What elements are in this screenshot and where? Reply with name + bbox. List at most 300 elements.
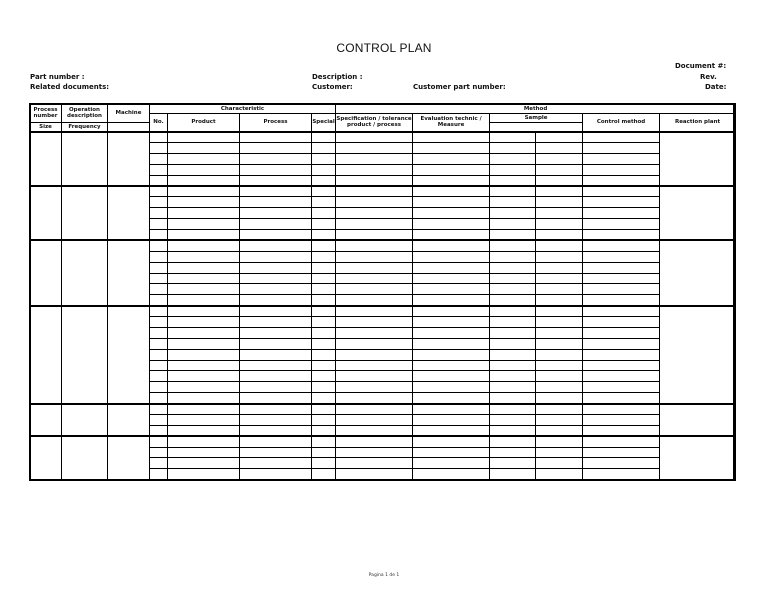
specification-cell[interactable] <box>336 262 413 273</box>
special-cell[interactable] <box>312 143 336 154</box>
reaction-plan-cell[interactable] <box>660 436 736 480</box>
frequency-cell[interactable] <box>536 164 583 175</box>
process-cell[interactable] <box>240 425 312 436</box>
process-cell[interactable] <box>240 143 312 154</box>
size-cell[interactable] <box>490 208 536 219</box>
special-cell[interactable] <box>312 273 336 284</box>
evaluation-cell[interactable] <box>413 458 490 469</box>
size-cell[interactable] <box>490 317 536 328</box>
frequency-cell[interactable] <box>536 360 583 371</box>
process-cell[interactable] <box>240 306 312 317</box>
process-cell[interactable] <box>240 436 312 447</box>
frequency-cell[interactable] <box>536 458 583 469</box>
no-cell[interactable] <box>150 262 168 273</box>
evaluation-cell[interactable] <box>413 175 490 186</box>
specification-cell[interactable] <box>336 469 413 480</box>
control-method-cell[interactable] <box>583 404 660 415</box>
product-cell[interactable] <box>168 317 240 328</box>
size-cell[interactable] <box>490 382 536 393</box>
special-cell[interactable] <box>312 306 336 317</box>
evaluation-cell[interactable] <box>413 153 490 164</box>
product-cell[interactable] <box>168 404 240 415</box>
product-cell[interactable] <box>168 458 240 469</box>
product-cell[interactable] <box>168 371 240 382</box>
product-cell[interactable] <box>168 338 240 349</box>
size-cell[interactable] <box>490 458 536 469</box>
specification-cell[interactable] <box>336 393 413 404</box>
specification-cell[interactable] <box>336 414 413 425</box>
evaluation-cell[interactable] <box>413 219 490 230</box>
machine-cell[interactable] <box>108 404 150 437</box>
specification-cell[interactable] <box>336 197 413 208</box>
special-cell[interactable] <box>312 458 336 469</box>
special-cell[interactable] <box>312 469 336 480</box>
special-cell[interactable] <box>312 153 336 164</box>
process-cell[interactable] <box>240 360 312 371</box>
specification-cell[interactable] <box>336 284 413 295</box>
specification-cell[interactable] <box>336 219 413 230</box>
operation-description-cell[interactable] <box>62 240 108 305</box>
no-cell[interactable] <box>150 469 168 480</box>
special-cell[interactable] <box>312 219 336 230</box>
special-cell[interactable] <box>312 447 336 458</box>
size-cell[interactable] <box>490 230 536 241</box>
product-cell[interactable] <box>168 262 240 273</box>
special-cell[interactable] <box>312 371 336 382</box>
frequency-cell[interactable] <box>536 338 583 349</box>
control-method-cell[interactable] <box>583 414 660 425</box>
special-cell[interactable] <box>312 230 336 241</box>
special-cell[interactable] <box>312 425 336 436</box>
evaluation-cell[interactable] <box>413 273 490 284</box>
process-cell[interactable] <box>240 469 312 480</box>
reaction-plan-cell[interactable] <box>660 404 736 437</box>
reaction-plan-cell[interactable] <box>660 132 736 186</box>
special-cell[interactable] <box>312 414 336 425</box>
no-cell[interactable] <box>150 317 168 328</box>
operation-description-cell[interactable] <box>62 404 108 437</box>
special-cell[interactable] <box>312 262 336 273</box>
special-cell[interactable] <box>312 295 336 306</box>
frequency-cell[interactable] <box>536 219 583 230</box>
no-cell[interactable] <box>150 404 168 415</box>
frequency-cell[interactable] <box>536 132 583 143</box>
size-cell[interactable] <box>490 338 536 349</box>
evaluation-cell[interactable] <box>413 393 490 404</box>
process-cell[interactable] <box>240 219 312 230</box>
special-cell[interactable] <box>312 175 336 186</box>
special-cell[interactable] <box>312 317 336 328</box>
evaluation-cell[interactable] <box>413 317 490 328</box>
control-method-cell[interactable] <box>583 273 660 284</box>
process-cell[interactable] <box>240 164 312 175</box>
evaluation-cell[interactable] <box>413 327 490 338</box>
frequency-cell[interactable] <box>536 197 583 208</box>
machine-cell[interactable] <box>108 132 150 186</box>
product-cell[interactable] <box>168 469 240 480</box>
frequency-cell[interactable] <box>536 175 583 186</box>
product-cell[interactable] <box>168 436 240 447</box>
no-cell[interactable] <box>150 338 168 349</box>
size-cell[interactable] <box>490 414 536 425</box>
size-cell[interactable] <box>490 404 536 415</box>
process-cell[interactable] <box>240 240 312 251</box>
process-cell[interactable] <box>240 447 312 458</box>
process-cell[interactable] <box>240 458 312 469</box>
size-cell[interactable] <box>490 143 536 154</box>
specification-cell[interactable] <box>336 447 413 458</box>
specification-cell[interactable] <box>336 295 413 306</box>
size-cell[interactable] <box>490 240 536 251</box>
special-cell[interactable] <box>312 360 336 371</box>
control-method-cell[interactable] <box>583 306 660 317</box>
size-cell[interactable] <box>490 349 536 360</box>
specification-cell[interactable] <box>336 143 413 154</box>
product-cell[interactable] <box>168 132 240 143</box>
no-cell[interactable] <box>150 371 168 382</box>
product-cell[interactable] <box>168 273 240 284</box>
special-cell[interactable] <box>312 164 336 175</box>
specification-cell[interactable] <box>336 164 413 175</box>
frequency-cell[interactable] <box>536 414 583 425</box>
product-cell[interactable] <box>168 219 240 230</box>
specification-cell[interactable] <box>336 186 413 197</box>
process-cell[interactable] <box>240 295 312 306</box>
evaluation-cell[interactable] <box>413 230 490 241</box>
size-cell[interactable] <box>490 175 536 186</box>
evaluation-cell[interactable] <box>413 240 490 251</box>
frequency-cell[interactable] <box>536 306 583 317</box>
no-cell[interactable] <box>150 208 168 219</box>
frequency-cell[interactable] <box>536 208 583 219</box>
no-cell[interactable] <box>150 327 168 338</box>
specification-cell[interactable] <box>336 230 413 241</box>
evaluation-cell[interactable] <box>413 436 490 447</box>
frequency-cell[interactable] <box>536 436 583 447</box>
control-method-cell[interactable] <box>583 327 660 338</box>
product-cell[interactable] <box>168 360 240 371</box>
size-cell[interactable] <box>490 306 536 317</box>
evaluation-cell[interactable] <box>413 414 490 425</box>
frequency-cell[interactable] <box>536 469 583 480</box>
size-cell[interactable] <box>490 393 536 404</box>
size-cell[interactable] <box>490 371 536 382</box>
process-cell[interactable] <box>240 317 312 328</box>
product-cell[interactable] <box>168 208 240 219</box>
specification-cell[interactable] <box>336 360 413 371</box>
control-method-cell[interactable] <box>583 469 660 480</box>
no-cell[interactable] <box>150 186 168 197</box>
frequency-cell[interactable] <box>536 425 583 436</box>
evaluation-cell[interactable] <box>413 425 490 436</box>
process-cell[interactable] <box>240 327 312 338</box>
no-cell[interactable] <box>150 251 168 262</box>
product-cell[interactable] <box>168 175 240 186</box>
no-cell[interactable] <box>150 436 168 447</box>
specification-cell[interactable] <box>336 425 413 436</box>
no-cell[interactable] <box>150 132 168 143</box>
size-cell[interactable] <box>490 436 536 447</box>
control-method-cell[interactable] <box>583 425 660 436</box>
product-cell[interactable] <box>168 251 240 262</box>
specification-cell[interactable] <box>336 273 413 284</box>
evaluation-cell[interactable] <box>413 251 490 262</box>
product-cell[interactable] <box>168 240 240 251</box>
no-cell[interactable] <box>150 425 168 436</box>
control-method-cell[interactable] <box>583 284 660 295</box>
frequency-cell[interactable] <box>536 273 583 284</box>
process-number-cell[interactable] <box>30 240 62 305</box>
control-method-cell[interactable] <box>583 219 660 230</box>
process-number-cell[interactable] <box>30 436 62 480</box>
evaluation-cell[interactable] <box>413 197 490 208</box>
frequency-cell[interactable] <box>536 143 583 154</box>
special-cell[interactable] <box>312 240 336 251</box>
process-cell[interactable] <box>240 186 312 197</box>
frequency-cell[interactable] <box>536 393 583 404</box>
product-cell[interactable] <box>168 349 240 360</box>
size-cell[interactable] <box>490 469 536 480</box>
size-cell[interactable] <box>490 327 536 338</box>
evaluation-cell[interactable] <box>413 143 490 154</box>
size-cell[interactable] <box>490 360 536 371</box>
size-cell[interactable] <box>490 219 536 230</box>
reaction-plan-cell[interactable] <box>660 240 736 305</box>
special-cell[interactable] <box>312 327 336 338</box>
special-cell[interactable] <box>312 208 336 219</box>
process-cell[interactable] <box>240 382 312 393</box>
special-cell[interactable] <box>312 338 336 349</box>
control-method-cell[interactable] <box>583 295 660 306</box>
size-cell[interactable] <box>490 186 536 197</box>
control-method-cell[interactable] <box>583 240 660 251</box>
special-cell[interactable] <box>312 197 336 208</box>
no-cell[interactable] <box>150 197 168 208</box>
frequency-cell[interactable] <box>536 284 583 295</box>
process-cell[interactable] <box>240 208 312 219</box>
specification-cell[interactable] <box>336 327 413 338</box>
process-cell[interactable] <box>240 273 312 284</box>
evaluation-cell[interactable] <box>413 360 490 371</box>
special-cell[interactable] <box>312 404 336 415</box>
product-cell[interactable] <box>168 306 240 317</box>
machine-cell[interactable] <box>108 240 150 305</box>
product-cell[interactable] <box>168 186 240 197</box>
control-method-cell[interactable] <box>583 338 660 349</box>
process-cell[interactable] <box>240 230 312 241</box>
evaluation-cell[interactable] <box>413 371 490 382</box>
process-number-cell[interactable] <box>30 132 62 186</box>
reaction-plan-cell[interactable] <box>660 186 736 240</box>
size-cell[interactable] <box>490 425 536 436</box>
control-method-cell[interactable] <box>583 175 660 186</box>
process-cell[interactable] <box>240 371 312 382</box>
size-cell[interactable] <box>490 153 536 164</box>
frequency-cell[interactable] <box>536 327 583 338</box>
frequency-cell[interactable] <box>536 230 583 241</box>
process-cell[interactable] <box>240 284 312 295</box>
no-cell[interactable] <box>150 458 168 469</box>
no-cell[interactable] <box>150 447 168 458</box>
no-cell[interactable] <box>150 349 168 360</box>
process-cell[interactable] <box>240 251 312 262</box>
special-cell[interactable] <box>312 349 336 360</box>
frequency-cell[interactable] <box>536 295 583 306</box>
size-cell[interactable] <box>490 262 536 273</box>
special-cell[interactable] <box>312 132 336 143</box>
process-cell[interactable] <box>240 349 312 360</box>
specification-cell[interactable] <box>336 132 413 143</box>
frequency-cell[interactable] <box>536 262 583 273</box>
product-cell[interactable] <box>168 230 240 241</box>
special-cell[interactable] <box>312 251 336 262</box>
product-cell[interactable] <box>168 197 240 208</box>
size-cell[interactable] <box>490 295 536 306</box>
operation-description-cell[interactable] <box>62 186 108 240</box>
process-cell[interactable] <box>240 393 312 404</box>
evaluation-cell[interactable] <box>413 132 490 143</box>
frequency-cell[interactable] <box>536 371 583 382</box>
product-cell[interactable] <box>168 382 240 393</box>
special-cell[interactable] <box>312 393 336 404</box>
no-cell[interactable] <box>150 230 168 241</box>
size-cell[interactable] <box>490 197 536 208</box>
control-method-cell[interactable] <box>583 186 660 197</box>
no-cell[interactable] <box>150 273 168 284</box>
no-cell[interactable] <box>150 219 168 230</box>
evaluation-cell[interactable] <box>413 295 490 306</box>
size-cell[interactable] <box>490 284 536 295</box>
reaction-plan-cell[interactable] <box>660 306 736 404</box>
product-cell[interactable] <box>168 164 240 175</box>
control-method-cell[interactable] <box>583 132 660 143</box>
control-method-cell[interactable] <box>583 262 660 273</box>
frequency-cell[interactable] <box>536 186 583 197</box>
machine-cell[interactable] <box>108 186 150 240</box>
special-cell[interactable] <box>312 186 336 197</box>
evaluation-cell[interactable] <box>413 338 490 349</box>
control-method-cell[interactable] <box>583 197 660 208</box>
control-method-cell[interactable] <box>583 153 660 164</box>
specification-cell[interactable] <box>336 208 413 219</box>
frequency-cell[interactable] <box>536 382 583 393</box>
product-cell[interactable] <box>168 143 240 154</box>
machine-cell[interactable] <box>108 306 150 404</box>
evaluation-cell[interactable] <box>413 306 490 317</box>
product-cell[interactable] <box>168 393 240 404</box>
process-cell[interactable] <box>240 404 312 415</box>
specification-cell[interactable] <box>336 349 413 360</box>
size-cell[interactable] <box>490 132 536 143</box>
control-method-cell[interactable] <box>583 317 660 328</box>
specification-cell[interactable] <box>336 175 413 186</box>
size-cell[interactable] <box>490 164 536 175</box>
product-cell[interactable] <box>168 284 240 295</box>
evaluation-cell[interactable] <box>413 208 490 219</box>
control-method-cell[interactable] <box>583 230 660 241</box>
process-cell[interactable] <box>240 197 312 208</box>
no-cell[interactable] <box>150 393 168 404</box>
no-cell[interactable] <box>150 306 168 317</box>
process-cell[interactable] <box>240 153 312 164</box>
specification-cell[interactable] <box>336 153 413 164</box>
control-method-cell[interactable] <box>583 164 660 175</box>
evaluation-cell[interactable] <box>413 284 490 295</box>
specification-cell[interactable] <box>336 338 413 349</box>
frequency-cell[interactable] <box>536 317 583 328</box>
no-cell[interactable] <box>150 360 168 371</box>
control-method-cell[interactable] <box>583 458 660 469</box>
control-method-cell[interactable] <box>583 251 660 262</box>
control-method-cell[interactable] <box>583 447 660 458</box>
specification-cell[interactable] <box>336 382 413 393</box>
product-cell[interactable] <box>168 425 240 436</box>
frequency-cell[interactable] <box>536 404 583 415</box>
frequency-cell[interactable] <box>536 251 583 262</box>
no-cell[interactable] <box>150 240 168 251</box>
size-cell[interactable] <box>490 251 536 262</box>
process-cell[interactable] <box>240 338 312 349</box>
specification-cell[interactable] <box>336 404 413 415</box>
process-number-cell[interactable] <box>30 186 62 240</box>
process-cell[interactable] <box>240 175 312 186</box>
no-cell[interactable] <box>150 164 168 175</box>
frequency-cell[interactable] <box>536 153 583 164</box>
frequency-cell[interactable] <box>536 349 583 360</box>
specification-cell[interactable] <box>336 317 413 328</box>
specification-cell[interactable] <box>336 436 413 447</box>
process-number-cell[interactable] <box>30 306 62 404</box>
product-cell[interactable] <box>168 414 240 425</box>
evaluation-cell[interactable] <box>413 164 490 175</box>
evaluation-cell[interactable] <box>413 186 490 197</box>
special-cell[interactable] <box>312 436 336 447</box>
control-method-cell[interactable] <box>583 143 660 154</box>
control-method-cell[interactable] <box>583 436 660 447</box>
control-method-cell[interactable] <box>583 349 660 360</box>
product-cell[interactable] <box>168 447 240 458</box>
process-cell[interactable] <box>240 414 312 425</box>
product-cell[interactable] <box>168 153 240 164</box>
operation-description-cell[interactable] <box>62 132 108 186</box>
special-cell[interactable] <box>312 382 336 393</box>
no-cell[interactable] <box>150 175 168 186</box>
specification-cell[interactable] <box>336 458 413 469</box>
frequency-cell[interactable] <box>536 447 583 458</box>
control-method-cell[interactable] <box>583 360 660 371</box>
specification-cell[interactable] <box>336 251 413 262</box>
control-method-cell[interactable] <box>583 382 660 393</box>
no-cell[interactable] <box>150 153 168 164</box>
no-cell[interactable] <box>150 295 168 306</box>
evaluation-cell[interactable] <box>413 469 490 480</box>
operation-description-cell[interactable] <box>62 436 108 480</box>
product-cell[interactable] <box>168 295 240 306</box>
evaluation-cell[interactable] <box>413 382 490 393</box>
no-cell[interactable] <box>150 284 168 295</box>
control-method-cell[interactable] <box>583 371 660 382</box>
no-cell[interactable] <box>150 414 168 425</box>
control-method-cell[interactable] <box>583 393 660 404</box>
process-cell[interactable] <box>240 132 312 143</box>
evaluation-cell[interactable] <box>413 447 490 458</box>
special-cell[interactable] <box>312 284 336 295</box>
evaluation-cell[interactable] <box>413 404 490 415</box>
machine-cell[interactable] <box>108 436 150 480</box>
process-number-cell[interactable] <box>30 404 62 437</box>
specification-cell[interactable] <box>336 240 413 251</box>
evaluation-cell[interactable] <box>413 349 490 360</box>
